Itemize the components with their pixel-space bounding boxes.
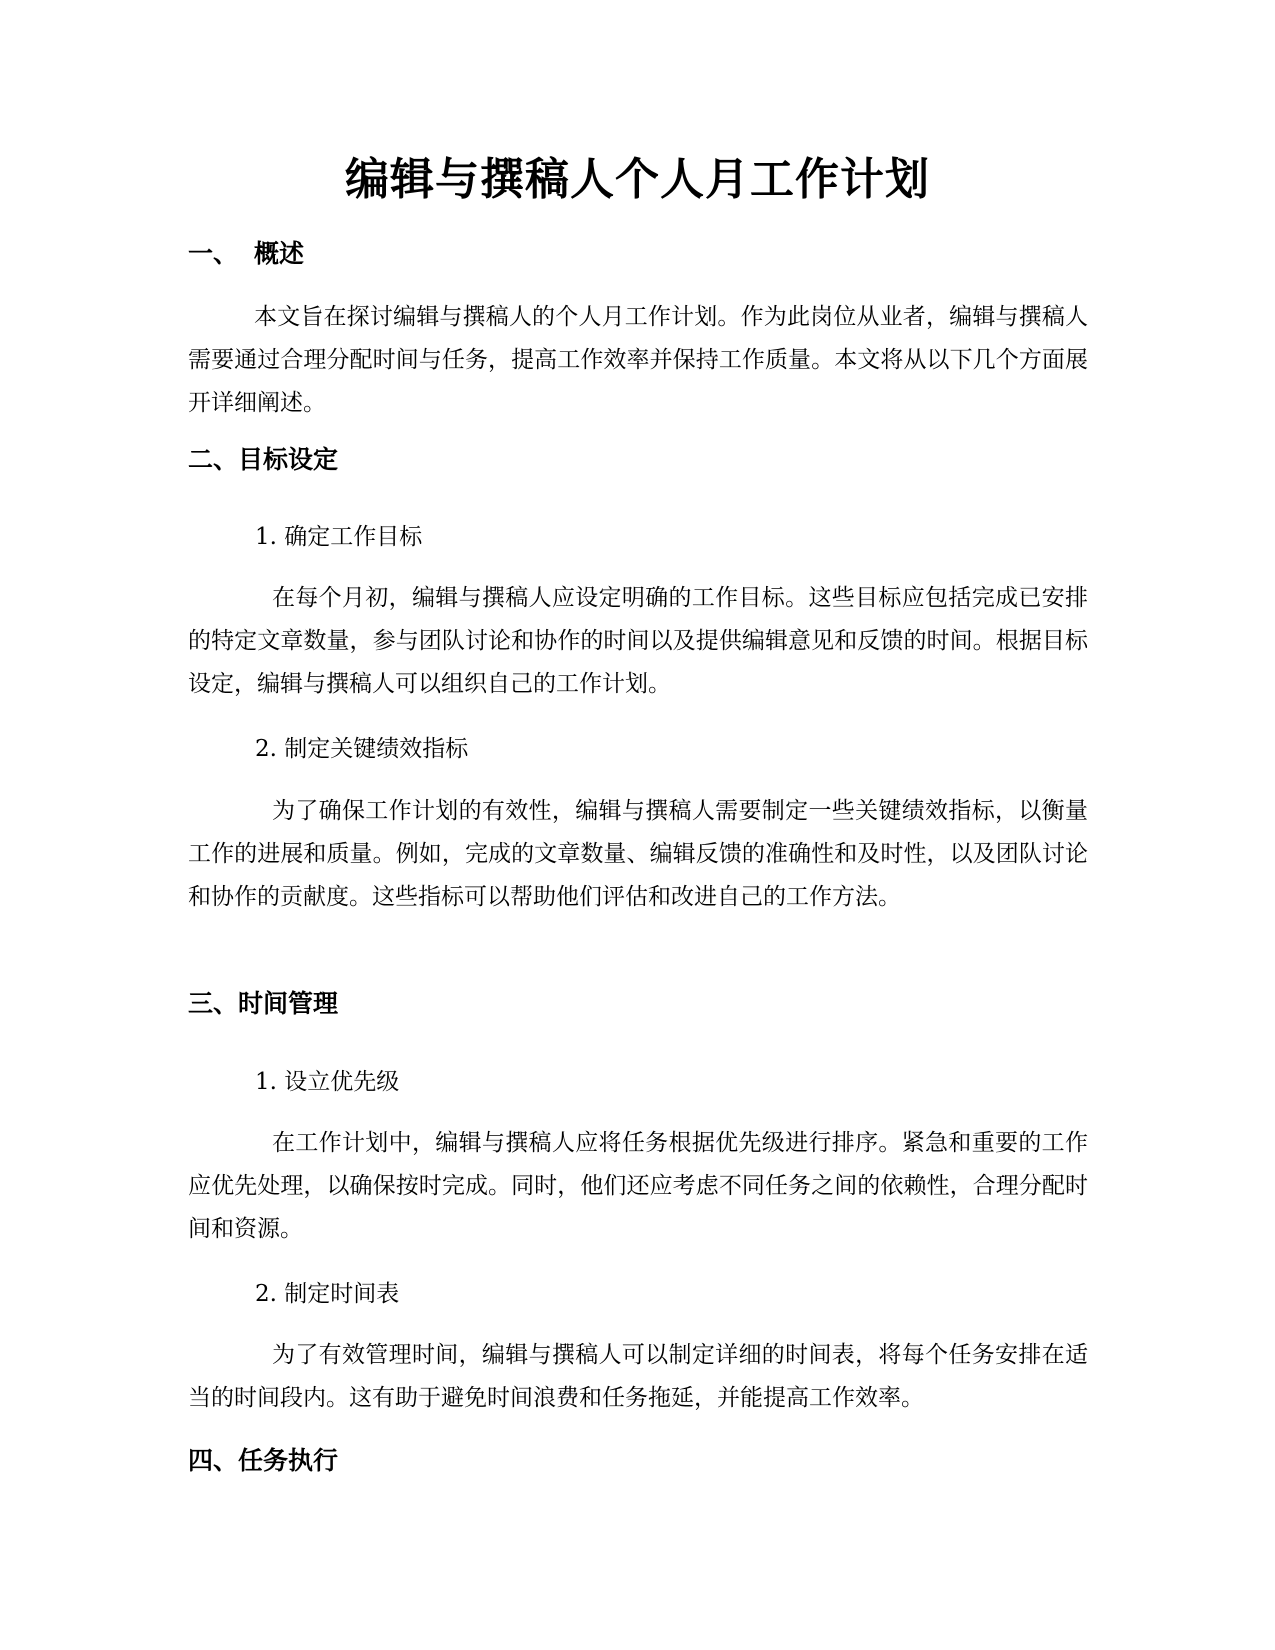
- kpi-paragraph: 为了确保工作计划的有效性，编辑与撰稿人需要制定一些关键绩效指标，以衡量工作的进展和质量。例如，完成的文章数量、编辑反馈的准确性和及时性，以及团队讨论和协作的贡献度。这些指标可以帮助他们评估和改进自己的工作方法。: [188, 798, 1088, 910]
- section-heading-goal-setting: [188, 444, 338, 476]
- subheading-define-goals: 1. 确定工作目标: [255, 524, 423, 550]
- document-title: 编辑与撰稿人个人月工作计划: [345, 154, 930, 205]
- subheading-set-priorities: 1. 设立优先级: [255, 1069, 400, 1095]
- overview-paragraph: 本文旨在探讨编辑与撰稿人的个人月工作计划。作为此岗位从业者，编辑与撰稿人需要通过合理分配时间与任务，提高工作效率并保持工作质量。本文将从以下几个方面展开详细阐述。: [188, 304, 1088, 416]
- subheading-schedule: 2. 制定时间表: [255, 1281, 400, 1307]
- section-number: 一、: [188, 239, 239, 268]
- subheading-kpi: 2. 制定关键绩效指标: [255, 736, 469, 762]
- section-title: 概述: [254, 239, 305, 268]
- set-priorities-paragraph: 在工作计划中，编辑与撰稿人应将任务根据优先级进行排序。紧急和重要的工作应优先处理，以确保按时完成。同时，他们还应考虑不同任务之间的依赖性，合理分配时间和资源。: [188, 1130, 1088, 1242]
- section-number: 三、: [188, 989, 239, 1018]
- section-title: 任务执行: [238, 1446, 339, 1475]
- section-title: 目标设定: [238, 445, 339, 474]
- define-goals-paragraph: 在每个月初，编辑与撰稿人应设定明确的工作目标。这些目标应包括完成已安排的特定文章数量，参与团队讨论和协作的时间以及提供编辑意见和反馈的时间。根据目标设定，编辑与撰稿人可以组织自己的工作计划。: [188, 585, 1088, 697]
- section-heading-task-execution: [188, 1445, 338, 1477]
- section-number: 二、: [188, 445, 239, 474]
- section-heading-overview: [188, 238, 304, 270]
- section-heading-time-management: [188, 988, 338, 1020]
- section-number: 四、: [188, 1446, 239, 1475]
- section-title: 时间管理: [238, 989, 339, 1018]
- schedule-paragraph: 为了有效管理时间，编辑与撰稿人可以制定详细的时间表，将每个任务安排在适当的时间段内。这有助于避免时间浪费和任务拖延，并能提高工作效率。: [188, 1342, 1088, 1411]
